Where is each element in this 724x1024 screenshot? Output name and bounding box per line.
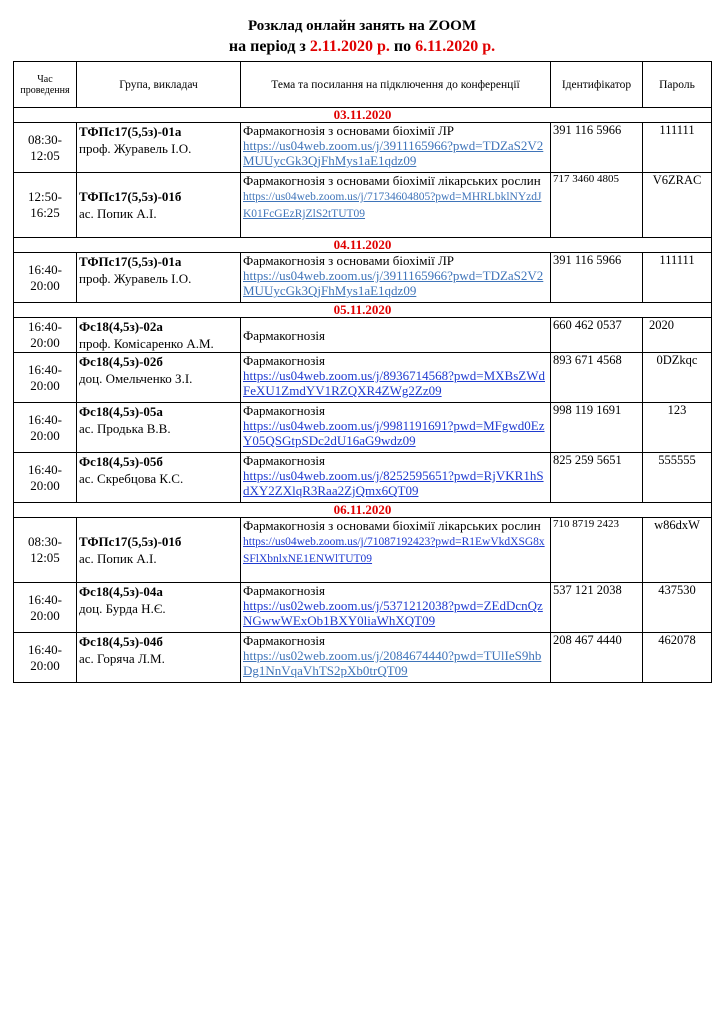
table-row: [14, 633, 712, 683]
topic-title: Фармакогнозія з основами біохімії ЛР: [243, 253, 455, 268]
conference-id: 208 467 4440: [551, 633, 643, 683]
group-name: ТФПс17(5,5з)-01а: [79, 124, 182, 139]
conference-id: 660 462 0537: [551, 318, 643, 353]
time-cell: [14, 453, 77, 503]
time-start: 16:40-: [28, 411, 62, 427]
time-start: 08:30-: [28, 534, 62, 549]
topic-cell: [241, 253, 551, 303]
group-cell: [77, 633, 241, 683]
topic-title: Фармакогнозія з основами біохімії лікарських рослин: [243, 518, 541, 533]
conference-password: w86dxW: [643, 518, 712, 583]
time-end: 20:00: [30, 477, 60, 493]
topic-cell: [241, 403, 551, 453]
column-header-topic: Тема та посилання на підключення до конференції: [241, 62, 551, 108]
topic-cell: [241, 583, 551, 633]
topic-cell: [241, 173, 551, 238]
schedule-table: [13, 61, 712, 683]
group-name: Фс18(4,5з)-05а: [79, 404, 163, 419]
conference-id: 391 116 5966: [551, 123, 643, 173]
table-row: [14, 173, 712, 238]
topic-cell: [241, 518, 551, 583]
group-name: Фс18(4,5з)-05б: [79, 454, 163, 469]
date-from: 2.11.2020 р.: [309, 38, 390, 55]
group-name: ТФПс17(5,5з)-01б: [79, 189, 182, 204]
table-row: [14, 403, 712, 453]
date-row: [14, 303, 712, 318]
zoom-link[interactable]: https://us04web.zoom.us/j/71734604805?pwd=MHRLbklNYzdJK01FcGEzRjZlS2tTUT09: [243, 191, 542, 220]
topic-title: Фармакогнозія з основами біохімії ЛР: [243, 123, 455, 138]
topic-cell: [241, 633, 551, 683]
zoom-link[interactable]: https://us04web.zoom.us/j/9981191691?pwd=MFgwd0EzY05QSGtpSDc2dU16aG9wdz09: [243, 418, 545, 448]
time-start: 16:40-: [28, 361, 62, 377]
teacher-name: проф. Комісаренко А.М.: [79, 336, 214, 351]
conference-password: 111111: [643, 253, 712, 303]
table-row: [14, 123, 712, 173]
group-name: Фс18(4,5з)-04б: [79, 634, 163, 649]
conference-id: 825 259 5651: [551, 453, 643, 503]
time-cell: [14, 518, 77, 583]
page-title: Розклад онлайн занять на ZOOM: [247, 18, 477, 34]
conference-id: 391 116 5966: [551, 253, 643, 303]
topic-title: Фармакогнозія: [243, 327, 325, 343]
table-header-row: [14, 62, 712, 108]
conference-password: 0DZkqc: [643, 353, 712, 403]
group-cell: [77, 583, 241, 633]
zoom-link[interactable]: https://us02web.zoom.us/j/2084674440?pwd=TUlIeS9hbDg1NnVqaVhTS2pXb0trQT09: [243, 648, 542, 678]
date-cell: 04.11.2020: [14, 238, 712, 253]
conference-password: 437530: [643, 583, 712, 633]
column-header-password: Пароль: [643, 62, 712, 108]
teacher-name: доц. Бурда Н.Є.: [79, 601, 166, 616]
group-cell: [77, 518, 241, 583]
table-row: [14, 453, 712, 503]
time-start: 16:40-: [28, 591, 62, 607]
time-cell: [14, 583, 77, 633]
time-end: 20:00: [30, 335, 60, 350]
time-start: 08:30-: [28, 131, 62, 147]
time-end: 16:25: [30, 205, 60, 220]
time-end: 20:00: [30, 607, 60, 623]
conference-password: 462078: [643, 633, 712, 683]
table-row: [14, 253, 712, 303]
group-cell: [77, 318, 241, 353]
conference-password: 555555: [643, 453, 712, 503]
conference-id: 998 119 1691: [551, 403, 643, 453]
date-row: [14, 108, 712, 123]
topic-cell: [241, 353, 551, 403]
topic-title: Фармакогнозія: [243, 353, 325, 368]
group-name: Фс18(4,5з)-02б: [79, 354, 163, 369]
time-cell: [14, 253, 77, 303]
date-row: [14, 503, 712, 518]
conference-password: 2020: [643, 318, 712, 353]
teacher-name: ас. Попик А.І.: [79, 206, 157, 221]
column-header-id: Ідентифікатор: [551, 62, 643, 108]
zoom-link[interactable]: https://us02web.zoom.us/j/5371212038?pwd=ZEdDcnQzNGwwWExOb1BXY0liaWhXQT09: [243, 598, 543, 628]
zoom-link[interactable]: https://us04web.zoom.us/j/8936714568?pwd=MXBsZWdFeXU1ZmdYV1RZQXR4ZWg2Zz09: [243, 368, 545, 398]
date-cell: 03.11.2020: [14, 108, 712, 123]
time-end: 20:00: [30, 377, 60, 393]
time-end: 20:00: [30, 277, 60, 293]
table-row: [14, 353, 712, 403]
table-row: [14, 518, 712, 583]
conference-password: 111111: [643, 123, 712, 173]
period-prefix: на період з: [228, 38, 306, 55]
time-end: 12:05: [30, 550, 60, 565]
time-cell: [14, 318, 77, 353]
group-cell: [77, 123, 241, 173]
group-name: ТФПс17(5,5з)-01а: [79, 254, 182, 269]
teacher-name: ас. Скребцова К.С.: [79, 471, 184, 486]
teacher-name: проф. Журавель І.О.: [79, 141, 192, 156]
time-cell: [14, 403, 77, 453]
time-end: 20:00: [30, 657, 60, 673]
time-end: 12:05: [30, 147, 60, 163]
topic-title: Фармакогнозія: [243, 633, 325, 648]
group-cell: [77, 403, 241, 453]
group-cell: [77, 453, 241, 503]
group-name: Фс18(4,5з)-02а: [79, 319, 163, 334]
time-start: 16:40-: [28, 641, 62, 657]
zoom-link[interactable]: https://us04web.zoom.us/j/3911165966?pwd=TDZaS2V2MUUycGk3QjFhMys1aE1qdz09: [243, 138, 544, 168]
time-cell: [14, 353, 77, 403]
teacher-name: ас. Попик А.І.: [79, 551, 157, 566]
date-to: 6.11.2020 р.: [415, 38, 496, 55]
conference-id: 537 121 2038: [551, 583, 643, 633]
zoom-link[interactable]: https://us04web.zoom.us/j/71087192423?pwd=R1EwVkdXSG8xSFlXbnlxNE1ENWlTUT09: [243, 536, 545, 565]
time-start: 16:40-: [28, 461, 62, 477]
period-mid: по: [393, 38, 412, 55]
topic-cell: [241, 318, 551, 353]
date-row: [14, 238, 712, 253]
teacher-name: проф. Журавель І.О.: [79, 271, 192, 286]
group-cell: [77, 353, 241, 403]
column-header-group: Група, викладач: [77, 62, 241, 108]
time-cell: [14, 633, 77, 683]
group-name: Фс18(4,5з)-04а: [79, 584, 163, 599]
time-end: 20:00: [30, 427, 60, 443]
table-row: [14, 583, 712, 633]
conference-id: 710 8719 2423: [551, 518, 643, 583]
page-subtitle: [0, 38, 724, 56]
time-cell: [14, 173, 77, 238]
teacher-name: доц. Омельченко З.І.: [79, 371, 193, 386]
zoom-link[interactable]: https://us04web.zoom.us/j/3911165966?pwd=TDZaS2V2MUUycGk3QjFhMys1aE1qdz09: [243, 268, 544, 298]
time-cell: [14, 123, 77, 173]
group-cell: [77, 173, 241, 238]
zoom-link[interactable]: https://us04web.zoom.us/j/8252595651?pwd=RjVKR1hSdXY2ZXlqR3Raa2ZjQmx6QT09: [243, 468, 544, 498]
conference-id: 717 3460 4805: [551, 173, 643, 238]
group-name: ТФПс17(5,5з)-01б: [79, 534, 182, 549]
date-cell: 06.11.2020: [14, 503, 712, 518]
group-cell: [77, 253, 241, 303]
column-header-time: Час проведення: [14, 62, 77, 108]
topic-cell: [241, 123, 551, 173]
table-row: [14, 318, 712, 353]
topic-title: Фармакогнозія: [243, 403, 325, 418]
topic-title: Фармакогнозія: [243, 583, 325, 598]
conference-id: 893 671 4568: [551, 353, 643, 403]
teacher-name: ас. Продька В.В.: [79, 421, 171, 436]
date-cell: 05.11.2020: [14, 303, 712, 318]
topic-title: Фармакогнозія: [243, 453, 325, 468]
topic-cell: [241, 453, 551, 503]
time-start: 16:40-: [28, 261, 62, 277]
conference-password: V6ZRAC: [643, 173, 712, 238]
conference-password: 123: [643, 403, 712, 453]
time-start: 16:40-: [28, 319, 62, 334]
topic-title: Фармакогнозія з основами біохімії лікарських рослин: [243, 173, 541, 188]
time-start: 12:50-: [28, 189, 62, 204]
teacher-name: ас. Горяча Л.М.: [79, 651, 165, 666]
